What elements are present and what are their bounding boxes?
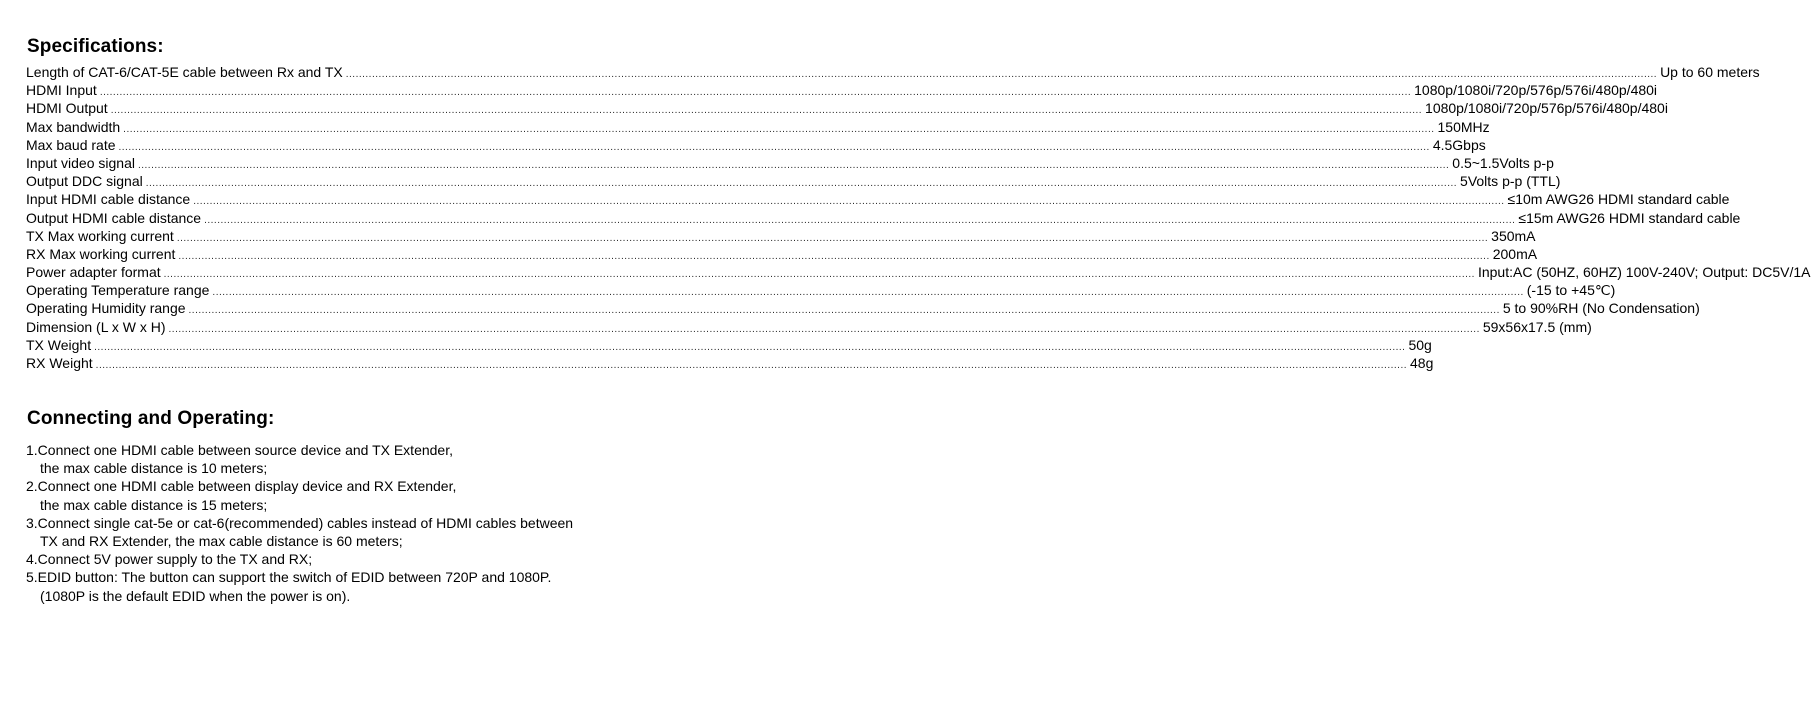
spec-row-input-cable-distance — [26, 190, 1730, 208]
spec-label: Max bandwidth — [26, 118, 121, 135]
spec-row-max-baud-rate — [26, 136, 1486, 154]
spec-row-input-video-signal — [26, 154, 1554, 172]
spec-value: 350mA — [1491, 227, 1536, 244]
leader-dots: ................................................................................................................................................................................................................................................................................................................................................................................................................ — [176, 232, 1489, 244]
spec-value: 5Volts p-p (TTL) — [1460, 173, 1561, 190]
spec-row-rx-weight — [26, 354, 1434, 372]
leader-dots: ................................................................................................................................................................................................................................................................................................................................................................................................................ — [94, 341, 1406, 353]
spec-label: HDMI Input — [26, 82, 97, 99]
spec-value: 4.5Gbps — [1432, 136, 1486, 153]
spec-row-operating-temperature — [26, 281, 1616, 299]
leader-dots: ................................................................................................................................................................................................................................................................................................................................................................................................................ — [137, 159, 1450, 171]
spec-row-max-bandwidth — [26, 118, 1490, 136]
specifications-heading: Specifications: — [27, 36, 164, 57]
leader-dots: ................................................................................................................................................................................................................................................................................................................................................................................................................ — [99, 87, 1412, 99]
leader-dots: ................................................................................................................................................................................................................................................................................................................................................................................................................ — [95, 360, 1407, 371]
spec-value: 5 to 90%RH (No Condensation) — [1502, 300, 1700, 317]
connecting-heading: Connecting and Operating: — [27, 408, 275, 429]
spec-label: Output DDC signal — [26, 173, 143, 190]
spec-label: Max baud rate — [26, 136, 116, 153]
spec-label: Input HDMI cable distance — [26, 191, 191, 208]
spec-row-dimension — [26, 318, 1592, 336]
spec-row-tx-current — [26, 227, 1536, 245]
spec-value: 1080p/1080i/720p/576p/576i/480p/480i — [1425, 100, 1668, 117]
specifications-list — [26, 63, 1811, 372]
leader-dots: ................................................................................................................................................................................................................................................................................................................................................................................................................ — [204, 214, 1516, 226]
leader-dots: ................................................................................................................................................................................................................................................................................................................................................................................................................ — [145, 178, 1458, 190]
step-line: 2.Connect one HDMI cable between display device and RX Extender, — [26, 478, 457, 495]
spec-row-hdmi-input — [26, 81, 1658, 99]
spec-value: 59x56x17.5 (mm) — [1482, 318, 1592, 335]
spec-value: Input:AC (50HZ, 60HZ) 100V-240V; Output: DC5V/1A — [1477, 264, 1811, 281]
spec-row-output-ddc-signal — [26, 172, 1561, 190]
step-line-continuation: the max cable distance is 10 meters; — [40, 460, 268, 477]
step-line: 4.Connect 5V power supply to the TX and RX; — [26, 551, 313, 568]
spec-label: TX Weight — [26, 336, 92, 353]
spec-row-tx-weight — [26, 336, 1432, 354]
spec-label: Dimension (L x W x H) — [26, 318, 166, 335]
spec-label: TX Max working current — [26, 227, 174, 244]
spec-row-hdmi-output — [26, 99, 1668, 117]
step-line: 1.Connect one HDMI cable between source device and TX Extender, — [26, 442, 453, 458]
step-line: 3.Connect single cat-5e or cat-6(recommended) cables instead of HDMI cables between — [26, 514, 574, 531]
leader-dots: ................................................................................................................................................................................................................................................................................................................................................................................................................ — [123, 123, 1435, 135]
step-line-continuation: the max cable distance is 15 meters; — [40, 496, 268, 513]
leader-dots: ................................................................................................................................................................................................................................................................................................................................................................................................................ — [212, 287, 1524, 299]
spec-value: 50g — [1408, 336, 1432, 353]
step-line: 5.EDID button: The button can support the switch of EDID between 720P and 1080P. — [26, 569, 552, 586]
step-line-continuation: TX and RX Extender, the max cable distance is 60 meters; — [40, 532, 403, 549]
spec-row-cable-length — [26, 63, 1760, 81]
spec-label: Input video signal — [26, 154, 135, 171]
leader-dots: ................................................................................................................................................................................................................................................................................................................................................................................................................ — [345, 69, 1658, 80]
spec-value: 1080p/1080i/720p/576p/576i/480p/480i — [1414, 82, 1658, 99]
spec-label: Power adapter format — [26, 264, 161, 281]
spec-label: Length of CAT-6/CAT-5E cable between Rx and TX — [26, 64, 343, 80]
spec-label: Output HDMI cable distance — [26, 209, 202, 226]
leader-dots: ................................................................................................................................................................................................................................................................................................................................................................................................................ — [118, 141, 1430, 153]
spec-label: HDMI Output — [26, 100, 108, 117]
spec-value: 0.5~1.5Volts p-p — [1452, 154, 1554, 171]
spec-value: 150MHz — [1437, 118, 1490, 135]
spec-value: Up to 60 meters — [1660, 64, 1760, 80]
spec-value: 200mA — [1492, 245, 1538, 262]
spec-value: (-15 to +45℃) — [1526, 282, 1616, 299]
spec-value: ≤15m AWG26 HDMI standard cable — [1518, 209, 1741, 226]
leader-dots: ................................................................................................................................................................................................................................................................................................................................................................................................................ — [178, 250, 1490, 262]
spec-label: Operating Temperature range — [26, 282, 210, 299]
spec-value: 48g — [1410, 355, 1434, 371]
step-line-continuation: (1080P is the default EDID when the power is on). — [40, 587, 351, 604]
spec-value: ≤10m AWG26 HDMI standard cable — [1507, 191, 1730, 208]
spec-row-rx-current — [26, 245, 1538, 263]
spec-label: Operating Humidity range — [26, 300, 186, 317]
connecting-steps — [26, 441, 636, 605]
spec-label: RX Max working current — [26, 245, 176, 262]
leader-dots: ................................................................................................................................................................................................................................................................................................................................................................................................................ — [168, 323, 1480, 335]
leader-dots: ................................................................................................................................................................................................................................................................................................................................................................................................................ — [188, 305, 1500, 317]
leader-dots: ................................................................................................................................................................................................................................................................................................................................................................................................................ — [110, 105, 1423, 117]
spec-row-power-adapter — [26, 263, 1811, 281]
spec-row-operating-humidity — [26, 299, 1700, 317]
leader-dots: ................................................................................................................................................................................................................................................................................................................................................................................................................ — [193, 196, 1505, 208]
spec-row-output-cable-distance — [26, 209, 1741, 227]
spec-label: RX Weight — [26, 355, 93, 371]
leader-dots: ................................................................................................................................................................................................................................................................................................................................................................................................................ — [163, 269, 1475, 281]
